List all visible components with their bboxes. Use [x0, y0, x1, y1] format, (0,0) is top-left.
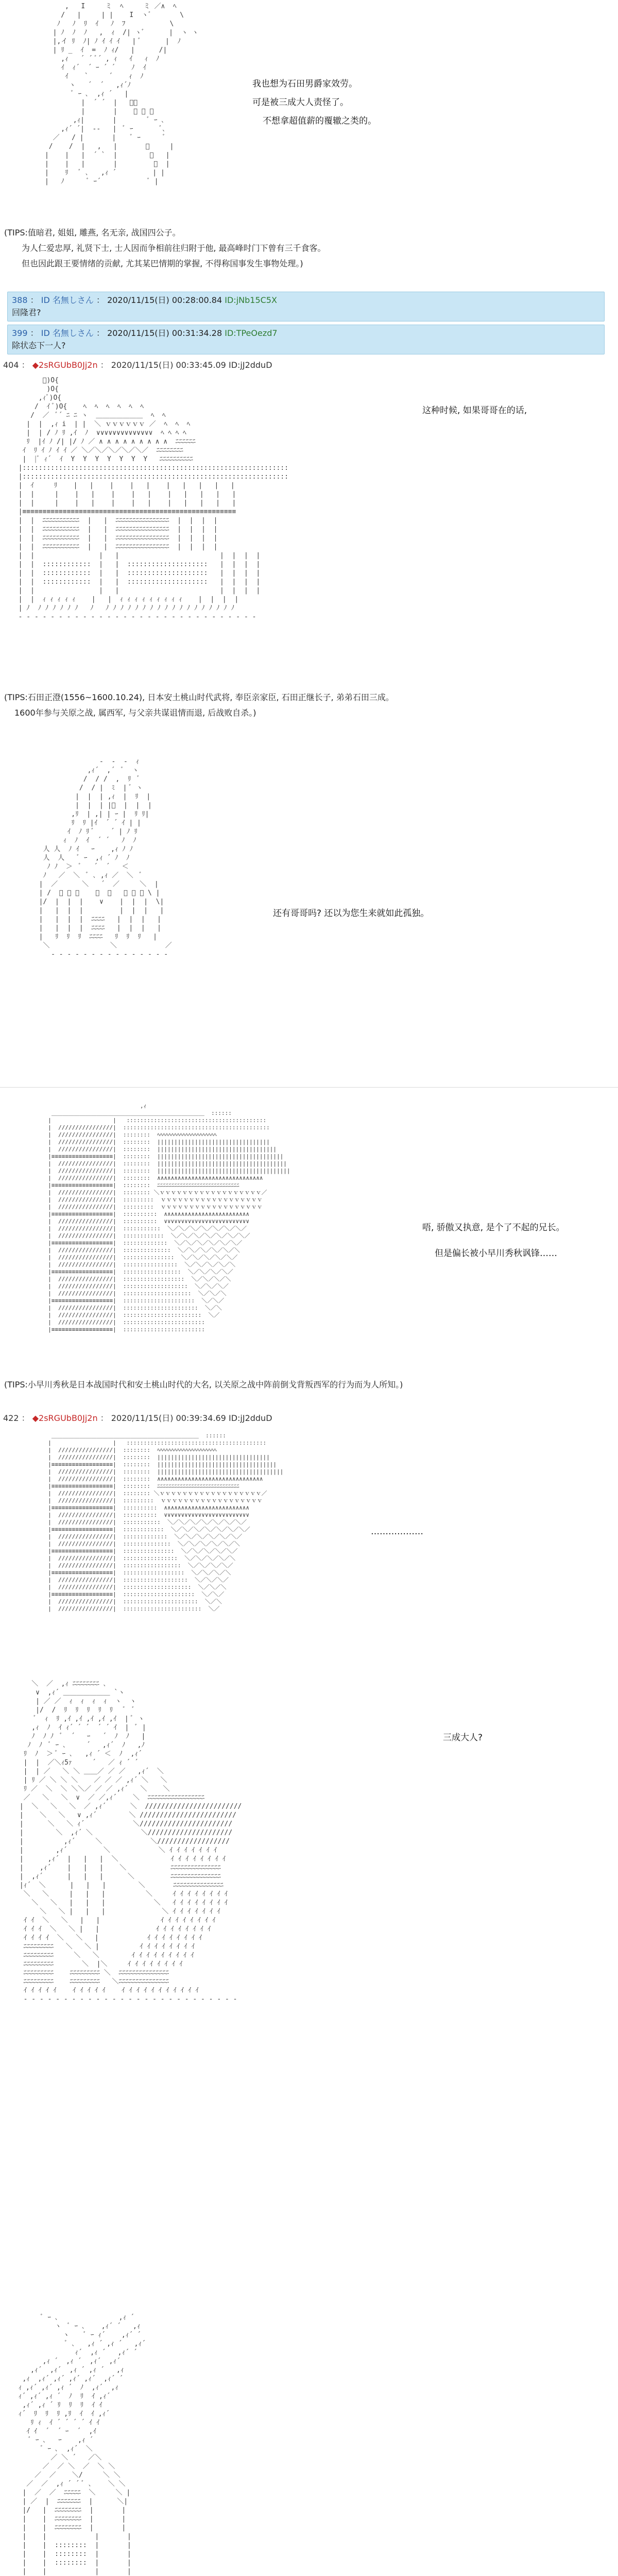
- dialog-line: ………………: [371, 1527, 423, 1537]
- post-date: 2020/11/15(日) 00:33:45.09: [111, 360, 226, 370]
- post-number-link[interactable]: 399: [12, 328, 28, 338]
- post-id: ID:jJ2dduD: [228, 360, 272, 370]
- ascii-art-figure: ﾞ)O{ )O{ ,ｨﾞ)O{ / ｲ ﾞ)O{ ﾍ ﾍ ﾍ ﾍ ﾍ ﾍ / ／ ﾞ´ ﾆ ﾆ ヽ ＿＿＿＿＿＿＿ ﾍ ﾍ | | ,ｨ i | | ＼ ｖｖｖｖｖｖ ／ ﾍ ﾍ ﾍ | | / ﾉ ﾘ ,ｲ ﾉ ∨∨∨∨∨∨∨∨∨∨∨∨∨∨ ﾍ ﾍ ﾍ ﾍ ﾘ |ｲ ﾉ /| |/ ﾉ ／ ∧ ∧ ∧ ∧ ∧ ∧ ∧ ∧ ∧ ﾆﾆﾆﾆﾆﾆ ｲ ﾘ ｲ ﾉ ｲ ｲ ／ ＼／＼／＼／＼／＼／ ﾆﾆﾆﾆﾆﾆﾆﾆ | |ﾞ ｨ´ ｲ Y Y Y Y Y Y Y ﾆﾆﾆﾆﾆﾆﾆﾆﾆﾆ |:::::::::::::::::::::::::::::::::::::::::::::::::::::::::::::::::: |:::::::::::::::::::::::::::::::::::::::::::::::::::::::::::::::::: | ｲ ﾘ | | | | | | | | | | | | | | | | | | | | | | | | | | | | | | | | | | | | |≡≡≡≡≡≡≡≡≡≡≡≡≡≡≡≡≡≡≡≡≡≡≡≡≡≡≡≡≡≡≡≡≡≡≡≡≡≡≡≡≡≡≡≡≡≡≡≡≡≡≡≡≡ | | ﾆﾆﾆﾆﾆﾆﾆﾆﾆﾆﾆ | | ﾆﾆﾆﾆﾆﾆﾆﾆﾆﾆﾆﾆﾆﾆﾆﾆ | | | | | | ﾆﾆﾆﾆﾆﾆﾆﾆﾆﾆﾆ | | ﾆﾆﾆﾆﾆﾆﾆﾆﾆﾆﾆﾆﾆﾆﾆﾆ | | | | | | ﾆﾆﾆﾆﾆﾆﾆﾆﾆﾆﾆ | | ﾆﾆﾆﾆﾆﾆﾆﾆﾆﾆﾆﾆﾆﾆﾆﾆ | | | | | | ﾆﾆﾆﾆﾆﾆﾆﾆﾆﾆﾆ | | ﾆﾆﾆﾆﾆﾆﾆﾆﾆﾆﾆﾆﾆﾆﾆﾆ | | | | | | | | | | | | | | :::::::::::: | | :::::::::::::::::::: | | | | | | :::::::::::: | | :::::::::::::::::::: | | | | | | :::::::::::: | | :::::::::::::::::::: | | | | | | | | | | | | | | ｨ ｨ ｨ ｨ ｨ | | ｨ ｨ ｨ ｨ ｨ ｨ ｨ ｨ ｨ | | | | | ﾉ ﾉ ﾉ ﾉ ﾉ ﾉ ﾉ ﾉ ﾉ ﾉ ﾉ ﾉ ﾉ ﾉ ﾉ ﾉ ﾉ ﾉ ﾉ ﾉ ﾉ ﾉ ﾉ ﾉ ﾉ ﾉ ‐ ‐ ‐ ‐ ‐ ‐ ‐ ‐ ‐ ‐ ‐ ‐ ‐ ‐ ‐ ‐ ‐ ‐ ‐ ‐ ‐ ‐ ‐ ‐ ‐ ‐ ‐ ‐ ‐ ‐: [18, 377, 289, 621]
- tips-line: 为人仁爱忠厚, 礼贤下士, 士人因而争相前往归附于他, 最高峰时门下曾有三千食客。: [22, 243, 326, 253]
- dialog-line: 但是偏长被小早川秀秋讽锋……: [435, 1248, 557, 1259]
- post-number[interactable]: 404: [3, 360, 19, 370]
- panel-4: [0, 1097, 618, 1412]
- tips-note: [4, 227, 326, 273]
- panel-5: [0, 1427, 618, 1664]
- ascii-art-figure: ＼ ／ ,ｨ ﾆﾆﾆﾆﾆﾆﾆﾆ ､ ∨ ,ｨ´ ＿＿＿＿＿＿＿ `ヽ | ／ ／ ｨ ｨ ｨ ｨ ヽ ヽ |/ / ﾘ ﾘ ﾘ ﾘ ﾘ ﾞ ﾞ ﾞ ｨ ﾘ ,ｲ ,ｲ ,ｲ ,ｲ ,ｲ | ﾞ ヽ ,ｨ ﾉ ｲ ｨ´ ´ ´ ´ ´ ｲ | ﾞ | ﾉ ﾉ ﾉ ﾞ ´ ｰ ´ ﾉ ﾉ | ﾉ ﾉ ﾞ ｰ ､ ´ ,ｨ´ ﾉ ,ﾉ ﾘ ﾉ ＞ ﾞ ｰ ､ ,ｨ ´ ＜ ﾉ ,ｨ´ | | ／＼ｨ5ｧ ´ ／ ｨ ´ ´ | | ／ ＼ ＼ ＿＿／ ／ ／ ,ｨ´ ＼ | ﾘ ／ ＼ ＼ ＼ ／ ／ ／ ,ｨ´ ＼ ＼ ﾘ ／ ＼ ＼ ＼＼／ ／ ／ ,ｨ´ ＼ ＼ ／ ＼ ＼ ∨ ／ ／,ｨ´ ＼ ﾆﾆﾆﾆﾆﾆﾆﾆﾆﾆﾆﾆﾆﾆﾆﾆﾆ | ＼ ＼ ＼ ／ ,ｨ´ ＼ //////////////////////// | ＼ ＼ ∨ ,ｨ´ ＼ //////////////////////// | ＼ ＼ ｨ´ ＼/////////////////////// | ＼ ,ｨ´ ＼ ＼///////////////////// | ,ｨ´ ＼ ＼////////////////// | ,ｨ´ ＼ ＼ ｲ ｲ ｲ ｲ ｲ ｲ ｲ | ,ｨ´ | | | ＼ ｲ ｲ ｲ ｲ ｲ ｲ ｲ ｲ | ,ｨ´ | | | ＼ ﾆﾆﾆﾆﾆﾆﾆﾆﾆﾆﾆﾆﾆﾆﾆ | ,ｨ´ | | | ＼ ﾆﾆﾆﾆﾆﾆﾆﾆﾆﾆﾆﾆﾆﾆﾆ |ｨ´ ＼ | | | ＼ ﾆﾆﾆﾆﾆﾆﾆﾆﾆﾆﾆﾆﾆﾆﾆ ＼ ＼ | | | ＼ ｲ ｲ ｲ ｲ ｲ ｲ ｲ ｲ ＼ ＼ | | | ＼ ｲ ｲ ｲ ｲ ｲ ｲ ｲ ｲ ＼ ＼ | | | ＼ ｲ ｲ ｲ ｲ ｲ ｲ ｲ ｲ ｲ ＼ ＼ | | ｲ ｲ ｲ ｲ ｲ ｲ ｲ ｲ ｲ ｲ ｲ ＼ ＼ | | ｲ ｲ ｲ ｲ ｲ ｲ ｲ ｲ ｲ ｲ ｲ ｲ ＼ ＼ | ｲ ｲ ｲ ｲ ｲ ｲ ｲ ｲ ﾆﾆﾆﾆﾆﾆﾆﾆﾆ ＼ ＼ | ｲ ｲ ｲ ｲ ｲ ｲ ｲ ｲ ﾆﾆﾆﾆﾆﾆﾆﾆﾆ ＼ ＼ ｲ ｲ ｲ ｲ ｲ ｲ ｲ ｲ ｲ ﾆﾆﾆﾆﾆﾆﾆﾆﾆ ＼ |＼ ｲ ｲ ｲ ｲ ｲ ｲ ｲ ｲ ﾆﾆﾆﾆﾆﾆﾆﾆﾆ ﾆﾆﾆﾆﾆﾆﾆﾆﾆ ＼ ﾆﾆﾆﾆﾆﾆﾆﾆﾆﾆﾆﾆﾆﾆﾆ ﾆﾆﾆﾆﾆﾆﾆﾆﾆ ﾆﾆﾆﾆﾆﾆﾆﾆﾆ ＼ﾆﾆﾆﾆﾆﾆﾆﾆﾆﾆﾆﾆﾆﾆﾆ ｲ ｲ ｲ ｲ ｲ ｲ ｲ ｲ ｲ ｲ ｲ ｲ ｲ ｲ ｲ ｲ ｲ ｲ ｲ ｲ ｲ ‐ ‐ ‐ ‐ ‐ ‐ ‐ ‐ ‐ ‐ ‐ ‐ ‐ ‐ ‐ ‐ ‐ ‐ ‐ ‐ ‐ ‐ ‐ ‐ ‐ ‐ ‐: [19, 1680, 242, 2003]
- ascii-art-figure: - - ‐ ｨ ,ｨ´ ,´ ﾞ ヽ / / / , ﾘ ﾞ / / | ﾐ | ﾞ ヽ | | | ,ｨ | ﾘ | | | | |ﾞ | | | ,ﾘ | ,| | ｰ | ﾘ ﾘ| ﾘ ﾘ |ｲ ´ ´ ｲ | | ｲ ﾉ ﾘ ﾞ ´ | ﾉ ﾘ ｨ ﾉ ｲ ´ ´ ﾉ ﾉ 人 人 ﾉ ｲ ｰ ,ｨ ﾉ ﾉ 人 人 ﾞ ｰ ,ｨ ´ ﾉ ﾉ ﾉ ﾉ ＞ ﾞ ´ ´ ＜ ﾉ ／ ＼ ﾞ ､ ,ｨ ／ ＼ ﾞ | ／ ＼ ´ ／ ＼ | | / ﾞ ﾞ ﾞ ＼ ／ ﾞ ﾞ ﾞ \ | |/ | | | ∨ | | | \| | | | | | | | | | | | | ﾆﾆﾆﾆ | | | | | | | | ﾆﾆﾆﾆ | | | | | ﾘ ﾘ ﾘ ﾆﾆﾆﾆ ﾘ ﾘ ﾘ | ＼ ＼ ／ ‐ ‐ ‐ ‐ ‐ ‐ ‐ ‐ ‐ ‐ ‐ ‐ ‐ ‐ ‐: [39, 758, 172, 958]
- panel-1: [0, 0, 618, 289]
- tips-note: [4, 1379, 403, 1394]
- tips-line: 1600年参与关原之战, 属西军, 与父亲共谋诅情而退, 后战败自杀。): [14, 708, 256, 718]
- dialog-line: 唔, 骄傲又执意, 是个了不起的兄长。: [422, 1223, 565, 1233]
- post-id: ID:jNb15C5X: [225, 295, 277, 305]
- post-header: 404 ： ◆2sRGUbB0Jj2n ： 2020/11/15(日) 00:33:45.09 ID:jJ2dduD: [3, 360, 272, 370]
- post-date: 2020/11/15(日) 00:31:34.28: [107, 328, 222, 338]
- post-number-link[interactable]: 388: [12, 295, 28, 305]
- ascii-art-scene: ,ｨ ＿＿＿＿＿＿＿＿＿＿＿＿＿＿＿＿＿＿＿＿＿＿＿＿＿＿＿ :::::: | | ::::::::::::::::::::::::::::::::::::::::: | ////////////////| ::::::::::::::::::::::::::::::::::::::::::: | ////////////////| :::::::: ﾍﾍﾍﾍﾍﾍﾍﾍﾍﾍﾍﾍﾍﾍﾍﾍﾍﾍﾍﾍﾍ | ////////////////| :::::::: ||||||||||||||||||||||||||||||||| | ////////////////| :::::::: ||||||||||||||||||||||||||||||||||| |≡≡≡≡≡≡≡≡≡≡≡≡≡≡≡≡≡≡| :::::::: ||||||||||||||||||||||||||||||||||||| | ////////////////| :::::::: |||||||||||||||||||||||||||||||||||||| | ////////////////| :::::::: ||||||||||||||||||||||||||||||||||||||| | ////////////////| :::::::: ∧∧∧∧∧∧∧∧∧∧∧∧∧∧∧∧∧∧∧∧∧∧∧∧∧∧∧∧∧∧∧ |≡≡≡≡≡≡≡≡≡≡≡≡≡≡≡≡≡≡| :::::::: ﾆﾆﾆﾆﾆﾆﾆﾆﾆﾆﾆﾆﾆﾆﾆﾆﾆﾆﾆﾆﾆﾆﾆﾆﾆﾆﾆﾆﾆ | ////////////////| :::::::: ＼ｖｖｖｖｖｖｖｖｖｖｖｖｖｖｖｖｖｖ／ | ////////////////| ::::::::: ｖｖｖｖｖｖｖｖｖｖｖｖｖｖｖｖｖｖ | ////////////////| ::::::::: ｖｖｖｖｖｖｖｖｖｖｖｖｖｖｖｖｖｖ |≡≡≡≡≡≡≡≡≡≡≡≡≡≡≡≡≡≡| :::::::::: ∧∧∧∧∧∧∧∧∧∧∧∧∧∧∧∧∧∧∧∧∧∧∧∧∧ | ////////////////| :::::::::: ∨∨∨∨∨∨∨∨∨∨∨∨∨∨∨∨∨∨∨∨∨∨∨∨∨ | ////////////////| ::::::::::: ＼／＼／＼／＼／＼／＼／＼／ | ////////////////| :::::::::::: ＼／＼／＼／＼／＼／＼／＼／ |≡≡≡≡≡≡≡≡≡≡≡≡≡≡≡≡≡≡| ::::::::::::: ＼／＼／＼／＼／＼／＼／ | ////////////////| :::::::::::::: ＼／＼／＼／＼／＼／＼ | ////////////////| ::::::::::::::: ＼／＼／＼／＼／＼／ | ////////////////| :::::::::::::::: ＼／＼／＼／＼／＼ |≡≡≡≡≡≡≡≡≡≡≡≡≡≡≡≡≡≡| ::::::::::::::::: ＼／＼／＼／＼／ | ////////////////| :::::::::::::::::: ＼／＼／＼／＼ | ////////////////| ::::::::::::::::::: ＼／＼／＼／ | ////////////////| :::::::::::::::::::: ＼／＼／＼ |≡≡≡≡≡≡≡≡≡≡≡≡≡≡≡≡≡≡| ::::::::::::::::::::: ＼／＼／ | ////////////////| :::::::::::::::::::::: ＼／＼ | ////////////////| ::::::::::::::::::::::: ＼／ | ////////////////| :::::::::::::::::::::::: |≡≡≡≡≡≡≡≡≡≡≡≡≡≡≡≡≡≡| ::::::::::::::::::::::::: [48, 1103, 290, 1333]
- dialog-group: [422, 404, 530, 422]
- dialog-line: 不想拿超值薪的覆辙之类的。: [263, 116, 376, 126]
- post-number[interactable]: 422: [3, 1413, 19, 1423]
- author-trip: ◆2sRGUbB0Jj2n: [32, 360, 98, 370]
- dialog-group: [422, 1221, 565, 1265]
- panel-7: [0, 2313, 618, 2576]
- panel-2: [0, 373, 618, 785]
- ascii-art-figure: , I ミ ﾍ ミ ／∧ ﾍ / | | | I ヽﾞ \ ﾉ ﾉ ﾘ ｲ ﾉ ﾌ \ | ﾉ ﾉ ﾉ , ｨ /| ヽﾞ | ヽ ヽ |,イ ﾘ ﾉ| ﾉ ｲ ｲ ｲ | ﾞ | ﾉ | ﾘ _ ｲ = ﾉ ｨ/ | /| ,ｨ ´ ´ ﾞ´ , ｨ ｲ ｨ ﾉ ｲ ｨ´ ´ ｰ ´ ´ ﾉ ｲ ｲ ` ´ ｨ ﾉ ヽ ´ ´ ,ｨ´ﾉ ﾞ ｰ ､ ,ｨ ´ | | ´ ´ | ﾞ、 | | ﾞ ｰ ､ ,ｨ| | ﾞ ｰ ､ ,ｨ´ ´| -‐ | ﾞ ｰ ﾞ､ ／ / | | ﾞ ｰ ﾞ / / | , | ﾞ | | | | ´ ` | ﾞ | | | | | ﾞ | | ﾘ ﾞ ､ ,ｨ ´ | | | ﾉ ﾞ ｰ´ ﾞ |: [44, 3, 199, 185]
- post-id: ID:TPeOezd7: [225, 328, 278, 338]
- tips-line: (TIPS:石田正澄(1556~1600.10.24), 日本安土桃山时代武将, 奉臣亲家臣, 石田正继长子, 弟弟石田三成。: [4, 692, 394, 702]
- dialog-line: 我也想为石田男爵家效劳。: [252, 79, 357, 89]
- tips-line: (TIPS:值暗君, 姐姐, 雕燕, 名无亲, 战国四公子。: [4, 228, 181, 238]
- ascii-art-scene: ＿＿＿＿＿＿＿＿＿＿＿＿＿＿＿＿＿＿＿＿＿＿＿＿＿＿ :::::: | | ::::::::::::::::::::::::::::::::::::::::: | ////////////////| :::::::: ﾍﾍﾍﾍﾍﾍﾍﾍﾍﾍﾍﾍﾍﾍﾍﾍﾍﾍﾍﾍﾍ | ////////////////| :::::::: ||||||||||||||||||||||||||||||||| |≡≡≡≡≡≡≡≡≡≡≡≡≡≡≡≡≡≡| :::::::: ||||||||||||||||||||||||||||||||||| | ////////////////| :::::::: ||||||||||||||||||||||||||||||||||||| | ////////////////| :::::::: ∧∧∧∧∧∧∧∧∧∧∧∧∧∧∧∧∧∧∧∧∧∧∧∧∧∧∧∧∧∧∧ |≡≡≡≡≡≡≡≡≡≡≡≡≡≡≡≡≡≡| :::::::: ﾆﾆﾆﾆﾆﾆﾆﾆﾆﾆﾆﾆﾆﾆﾆﾆﾆﾆﾆﾆﾆﾆﾆﾆﾆﾆﾆﾆﾆ | ////////////////| :::::::: ＼ｖｖｖｖｖｖｖｖｖｖｖｖｖｖｖｖｖｖ／ | ////////////////| ::::::::: ｖｖｖｖｖｖｖｖｖｖｖｖｖｖｖｖｖｖ |≡≡≡≡≡≡≡≡≡≡≡≡≡≡≡≡≡≡| :::::::::: ∧∧∧∧∧∧∧∧∧∧∧∧∧∧∧∧∧∧∧∧∧∧∧∧∧ | ////////////////| :::::::::: ∨∨∨∨∨∨∨∨∨∨∨∨∨∨∨∨∨∨∨∨∨∨∨∨∨ | ////////////////| ::::::::::: ＼／＼／＼／＼／＼／＼／＼／ |≡≡≡≡≡≡≡≡≡≡≡≡≡≡≡≡≡≡| :::::::::::: ＼／＼／＼／＼／＼／＼／＼／ | ////////////////| ::::::::::::: ＼／＼／＼／＼／＼／＼／ | ////////////////| :::::::::::::: ＼／＼／＼／＼／＼／＼ |≡≡≡≡≡≡≡≡≡≡≡≡≡≡≡≡≡≡| ::::::::::::::: ＼／＼／＼／＼／＼／ | ////////////////| :::::::::::::::: ＼／＼／＼／＼／＼ | ////////////////| ::::::::::::::::: ＼／＼／＼／＼／ |≡≡≡≡≡≡≡≡≡≡≡≡≡≡≡≡≡≡| :::::::::::::::::: ＼／＼／＼／＼ | ////////////////| ::::::::::::::::::: ＼／＼／＼／ | ////////////////| :::::::::::::::::::: ＼／＼／＼ |≡≡≡≡≡≡≡≡≡≡≡≡≡≡≡≡≡≡| ::::::::::::::::::::: ＼／＼／ | ////////////////| :::::::::::::::::::::: ＼／＼ | ////////////////| ::::::::::::::::::::::: ＼／: [48, 1432, 284, 1612]
- dialog-line: 这种时候, 如果哥哥在的话,: [422, 405, 530, 416]
- tips-note: [4, 691, 394, 722]
- post-date: 2020/11/15(日) 00:28:00.84: [107, 295, 222, 305]
- dialog-group: [371, 1525, 423, 1544]
- panel-3: [0, 752, 618, 1082]
- post-text: 除状态下一人?: [12, 341, 66, 350]
- poster-name: ID 名無しさん: [41, 295, 94, 305]
- dialog-group: [273, 907, 429, 925]
- poster-name: ID 名無しさん: [41, 328, 94, 338]
- dialog-line: 三成大人?: [443, 1733, 483, 1743]
- dialog-group: [443, 1731, 483, 1750]
- dialog-line: 可是被三成大人责怪了。: [252, 97, 349, 108]
- panel-6: [0, 1680, 618, 2308]
- quoted-post: 399 ： ID 名無しさん ： 2020/11/15(日) 00:31:34.28 ID:TPeOezd7 除状态下一人?: [7, 325, 605, 354]
- ascii-art-figure: ﾞ ｰ ､ ,ｨ ´ ヽ ﾞ ｰ ､ ,ｨ´ ´ ,ｨ ヽ ﾞ ｰ ｨ´ ,ｨ´ ´ ﾞ ､ ,ｨ ´ ,ｨ ´ ,ｨ´ ｨ´ ,ｨ ´ ,ｨ´ ´ ,ｨ ´ ,ｨ ´ ,ｨ´ ,ｨ´ ,ｨ´ ,ｨ´ ,ｨ ´ ,ｨ ´ ,ｨ ,ｨ ,ｨ´ ,ｨ´ ,ｨ´ ,ｨ´ ,ｨ´ ´ ｨ ,ｨ´ ,ｨ´ ,ｨ ´ ﾉ ,ｨ´ ,ｨ ｨ´ ,ｨ´ ,ｨ ´ ﾉ ﾘ ｲ ,ｨ´ ,ｨ´ ,ｨ ´ ﾘ ﾘ ﾘ ｲ ｲ ｨ´ ﾘ ﾘ ﾘ ,ﾘ ｲ ｲ ,ｨ´ ﾘ ｨ ｲ ´ ´ ´ ´ ｲ ｲ ｲ ｲ ´ ´ ｰ ´ ,ｲ ﾞ ｰ ､ ｰ ,ｨ ´ ﾞ ｰ ､ ,ｨ´ ＼ ／ ＼ ´ ／＼ ／ ／ ＼ ／ ＼ ＼ ／ ／ ＼/ ＼ ＼ ／ ／ ,ｨ ´ ´ ﾞ ､ ＼ ＼ | ／ ／ ﾆﾆﾆﾆﾆ ＼ ＼ | | ／ | ﾆﾆﾆﾆﾆﾆﾆ | ＼| |/ | ﾆﾆﾆﾆﾆﾆﾆﾆ | | | | ﾆﾆﾆﾆﾆﾆﾆﾆ | | | | ﾆﾆﾆﾆﾆﾆﾆﾆ | | | | | | | | :::::::: | | | | :::::::: | | | | :::::::: | | | | | |: [18, 2314, 146, 2575]
- dialog-group: [252, 77, 376, 133]
- quoted-post: 388 ： ID 名無しさん ： 2020/11/15(日) 00:28:00.84 ID:jNb15C5X 回隆君?: [7, 292, 605, 321]
- tips-line: (TIPS:小早川秀秋是日本战国时代和安土桃山时代的大名, 以关原之战中阵前倒戈背叛西军的行为而为人所知。): [4, 1380, 403, 1389]
- post-text: 回隆君?: [12, 308, 41, 317]
- dialog-line: 还有哥哥吗? 还以为您生来就如此孤独。: [273, 908, 430, 919]
- author-trip: ◆2sRGUbB0Jj2n: [32, 1413, 98, 1423]
- tips-line: 但也因此跟王要情绪的贡献, 尤其某巴情期的掌握, 不得称国事发生事物处理。): [22, 259, 303, 268]
- post-header: 422 ： ◆2sRGUbB0Jj2n ： 2020/11/15(日) 00:39:34.69 ID:jJ2dduD: [3, 1413, 272, 1423]
- post-id: ID:jJ2dduD: [228, 1413, 272, 1423]
- post-date: 2020/11/15(日) 00:39:34.69: [111, 1413, 226, 1423]
- panel-divider: [0, 1087, 618, 1088]
